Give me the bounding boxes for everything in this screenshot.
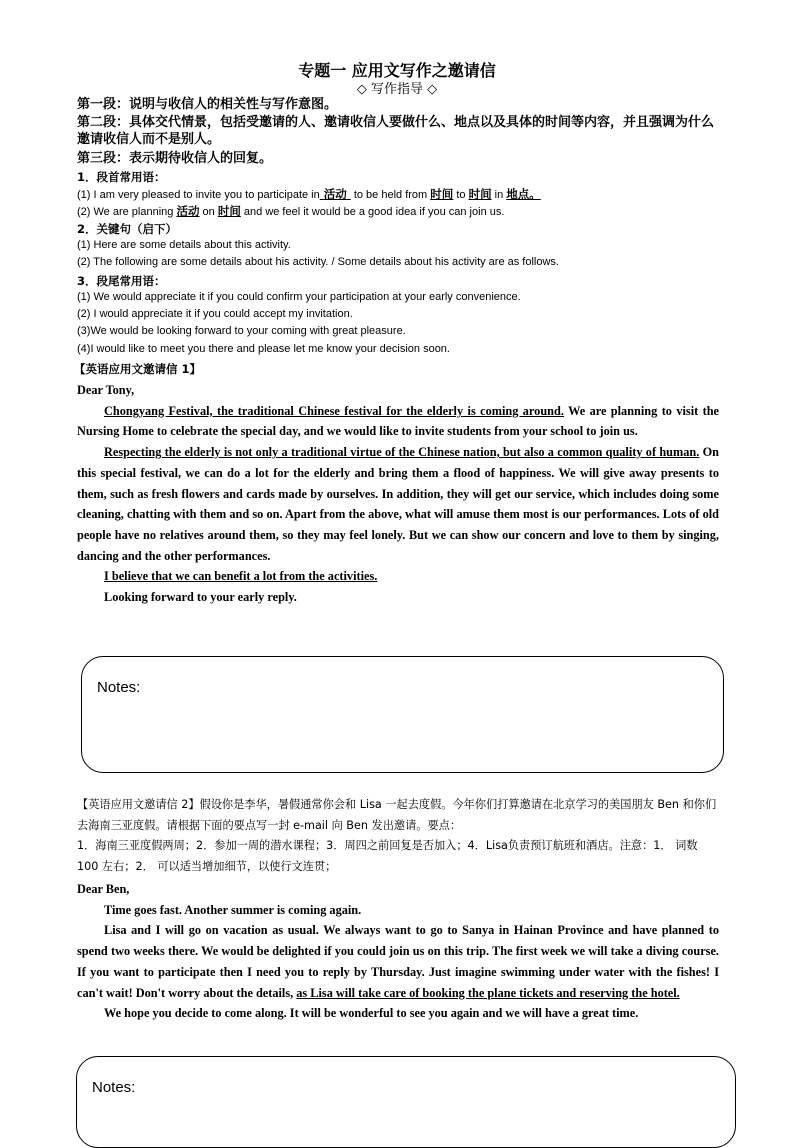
opening-line-2: (2) We are planning 活动 on 时间 and we feel it would be a good idea if you can join us.	[77, 204, 505, 218]
closing-line-3: (3)We would be looking forward to your coming with great pleasure.	[77, 325, 406, 337]
letter1-paragraph-4: Looking forward to your early reply.	[104, 590, 297, 605]
closing-line-1: (1) We would appreciate it if you could confirm your participation at your early convenience.	[77, 291, 521, 303]
letter2-prompt-line-1: 【英语应用文邀请信 2】假设你是李华，暑假通常你会和 Lisa 一起去度假。今年你们打算邀请在北京学习的美国朋友 Ben 和你们去海南三亚度假。请根据下面的要点写一封 e-mail 向 Ben 发出邀请。要点：	[77, 798, 717, 832]
letter1-paragraph-2: Respecting the elderly is not only a traditional virtue of the Chinese nation, but also a common quality of human. On this special festival, we can do a lot for the elderly and bring them a flood of happiness. We will give away presents to them, such as fresh flowers and cards made by ourselves. In addition, they will get our service, which includes doing some cleaning, chatting with them and so on. Apart from the above, what will amuse them most is our performances. Lots of old people have no relatives around them, so they may feel lonely. But we can show our concern and love to them by singing, dancing and the other performances.	[77, 445, 720, 563]
letter1-label: 【英语应用文邀请信 1】	[74, 362, 202, 376]
letter2-paragraph-3: We hope you decide to come along. It will be wonderful to see you again and we will have a great time.	[104, 1006, 639, 1021]
notes-box-2[interactable]	[76, 1056, 736, 1148]
letter2-paragraph-1: Time goes fast. Another summer is coming again.	[104, 902, 362, 917]
outline-para-3: 第三段：表示期待收信人的回复。	[77, 151, 273, 166]
page-title: 专题一 应用文写作之邀请信	[298, 61, 496, 80]
letter2-paragraph-2: Lisa and I will go on vacation as usual. We always want to go to Sanya in Hainan Province and have planned to spend two weeks there. We would be delighted if you could join us on this trip. The first week we will take a diving course. If you want to participate then I need you to reply by Thursday. Just imagine swimming under water with the fishes! I can't wait! Don't worry about the details, as Lisa will take care of booking the plane tickets and reserving the hotel.	[77, 923, 719, 1000]
key-line-1: (1) Here are some details about this activity.	[77, 239, 291, 251]
letter1-body	[77, 380, 719, 608]
closing-line-2: (2) I would appreciate it if you could accept my invitation.	[77, 308, 353, 320]
outline-para-1: 第一段：说明与收信人的相关性与写作意图。	[77, 97, 338, 112]
opening-heading: 1．段首常用语：	[77, 170, 166, 184]
letter2-prompt	[77, 795, 719, 877]
key-line-2: (2) The following are some details about his activity. / Some details about his activity are as follows.	[77, 256, 559, 268]
letter2-body	[77, 879, 719, 1024]
outline-para-2: 第二段：具体交代情景，包括受邀请的人、邀请收信人要做什么、地点以及具体的时间等内容，并且强调为什么邀请收信人而不是别人。	[77, 115, 715, 147]
letter1-greeting: Dear Tony,	[77, 383, 135, 397]
notes-box-1[interactable]	[81, 656, 724, 773]
opening-line-1: (1) I am very pleased to invite you to participate in 活动 to be held from 时间 to 时间 in 地点。	[77, 187, 541, 201]
notes-label-1: Notes:	[97, 679, 141, 696]
letter1-paragraph-3: I believe that we can benefit a lot from the activities.	[104, 569, 378, 584]
notes-label-2: Notes:	[92, 1079, 136, 1096]
key-heading: 2．关键句（启下）	[77, 222, 178, 236]
letter2-prompt-line-2: 1．海南三亚度假两周；2．参加一周的潜水课程；3．周四之前回复是否加入；4．Lisa负责预订航班和酒店。注意：1． 词数 100 左右；2． 可以适当增加细节，以使行文连贯；	[77, 839, 698, 873]
closing-heading: 3．段尾常用语：	[77, 274, 166, 288]
letter1-paragraph-1: Chongyang Festival, the traditional Chinese festival for the elderly is coming around. We are planning to visit the Nursing Home to celebrate the special day, and we would like to invite students from your school to join us.	[77, 403, 719, 439]
letter2-greeting: Dear Ben,	[77, 882, 130, 896]
closing-line-4: (4)I would like to meet you there and please let me know your decision soon.	[77, 343, 450, 355]
section-subtitle: ◇ 写作指导 ◇	[356, 82, 438, 97]
